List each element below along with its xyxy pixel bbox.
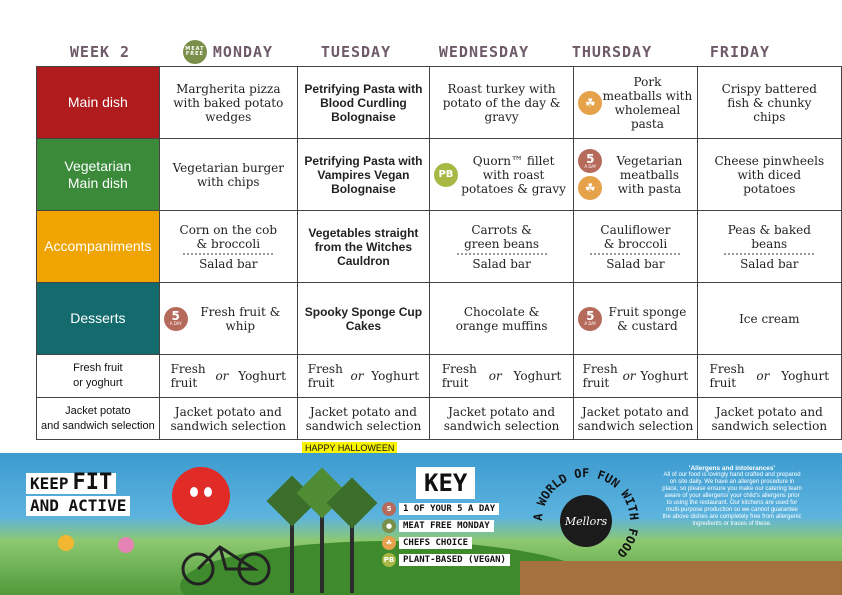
day-header-friday: FRIDAY [709,43,771,61]
salad-bar-label: Salad bar [606,256,665,271]
menu-cell: Jacket potato and sandwich selection [574,398,697,440]
menu-cell: 5 A DAY ☘ Vegetarian meatballs with pasta [574,139,697,211]
svg-text:A WORLD OF FUN WITH FOOD: A WORLD OF FUN WITH FOOD [530,465,642,561]
key-title: KEY [416,467,475,499]
day-header-monday: MEAT FREE MONDAY [164,38,292,66]
menu-cell: Fresh fruit or Yoghurt [297,355,429,398]
table-row [37,398,842,440]
world-of-fun-logo [528,463,644,579]
footer-banner [0,453,842,595]
table-row [37,211,842,283]
menu-cell: Vegetables straight from the Witches Cauldron [297,211,429,283]
menu-cell: ☘ Pork meatballs with wholemeal pasta [574,67,697,139]
day-header-wednesday: WEDNESDAY [438,43,530,61]
menu-cell: Carrots & green beans Salad bar [429,211,573,283]
table-row [37,139,842,211]
plant-based-icon: PB [382,553,396,567]
table-row [37,67,842,139]
menu-cell: Crispy battered fish & chunky chips [697,67,841,139]
menu-cell: Petrifying Pasta with Blood Curdling Bolognaise [297,67,429,139]
five-a-day-icon: 5 [382,502,396,516]
row-label-fruit: Fresh fruit or yoghurt [37,355,160,398]
divider [590,253,680,255]
divider [183,253,273,255]
salad-bar-label: Salad bar [740,256,799,271]
five-a-day-icon: 5 A DAY [578,149,602,173]
menu-cell: Fresh fruit or Yoghurt [574,355,697,398]
menu-cell: 5 A DAY Fruit sponge & custard [574,283,697,355]
halloween-tag: HAPPY HALLOWEEN [302,442,397,454]
svg-text:Mellors: Mellors [564,515,608,528]
menu-cell: Fresh fruit or Yoghurt [697,355,841,398]
day-header-tuesday: TUESDAY [320,43,392,61]
menu-cell: Chocolate & orange muffins [429,283,573,355]
row-label-desserts: Desserts [37,283,160,355]
chefs-choice-icon: ☘ [578,176,602,200]
key-item: ● MEAT FREE MONDAY [382,519,510,533]
menu-cell: 5 A DAY Fresh fruit & whip [159,283,297,355]
menu-cell: Cheese pinwheels with diced potatoes [697,139,841,211]
divider [724,253,814,255]
key-item: 5 1 OF YOUR 5 A DAY [382,502,510,516]
menu-cell: Peas & baked beans Salad bar [697,211,841,283]
keep-fit-slogan: KEEP FIT AND ACTIVE [26,473,130,518]
key-legend [382,467,510,567]
menu-cell: PB Quorn™ fillet with roast potatoes & gravy [429,139,573,211]
flower-icon [58,535,74,551]
tomato-mascot-icon [172,467,230,525]
menu-cell: Jacket potato and sandwich selection [297,398,429,440]
menu-cell: Cauliflower & broccoli Salad bar [574,211,697,283]
five-a-day-icon: 5 A DAY [164,307,188,331]
row-label-accompaniments: Accompaniments [37,211,160,283]
menu-cell: Ice cream [697,283,841,355]
menu-cell: Petrifying Pasta with Vampires Vegan Bolognaise [297,139,429,211]
five-a-day-icon: 5 A DAY [578,307,602,331]
bicycle-icon [180,529,272,589]
chefs-choice-icon: ☘ [578,91,602,115]
allergen-notice: 'Allergens and intolerances' All of our food is lovingly hand crafted and prepared on site daily. We have an allergen procedure in place, so please ensure you make our catering team aware of your allergens/ your child's allergens prior to using the restaurant. Our kitchens are used for multi-purpose production so we cannot guarantee the above dishes are completely free from allergenic ingredients or traces of these. [662,465,802,527]
salad-bar-label: Salad bar [472,256,531,271]
table-row [37,355,842,398]
flower-icon [118,537,134,553]
menu-cell: Vegetarian burger with chips [159,139,297,211]
menu-cell: Spooky Sponge Cup Cakes [297,283,429,355]
menu-cell: Jacket potato and sandwich selection [429,398,573,440]
salad-bar-label: Salad bar [199,256,258,271]
menu-cell: Roast turkey with potato of the day & gravy [429,67,573,139]
divider [457,253,547,255]
key-item: PB PLANT-BASED (VEGAN) [382,553,510,567]
row-label-jacket: Jacket potato and sandwich selection [37,398,160,440]
row-label-veg: Vegetarian Main dish [37,139,160,211]
chefs-choice-icon: ☘ [382,536,396,550]
key-item: ☘ CHEFS CHOICE [382,536,510,550]
row-label-main: Main dish [37,67,160,139]
day-header-thursday: THURSDAY [571,43,653,61]
meat-free-icon: MEAT FREE [183,40,207,64]
meat-free-icon: ● [382,519,396,533]
week-label: WEEK 2 [69,43,131,61]
menu-cell: Margherita pizza with baked potato wedges [159,67,297,139]
menu-table [36,66,842,440]
menu-cell: Jacket potato and sandwich selection [159,398,297,440]
menu-cell: Fresh fruit or Yoghurt [159,355,297,398]
menu-cell: Corn on the cob & broccoli Salad bar [159,211,297,283]
table-row [37,283,842,355]
plant-based-icon: PB [434,163,458,187]
menu-cell: Fresh fruit or Yoghurt [429,355,573,398]
menu-cell: Jacket potato and sandwich selection [697,398,841,440]
